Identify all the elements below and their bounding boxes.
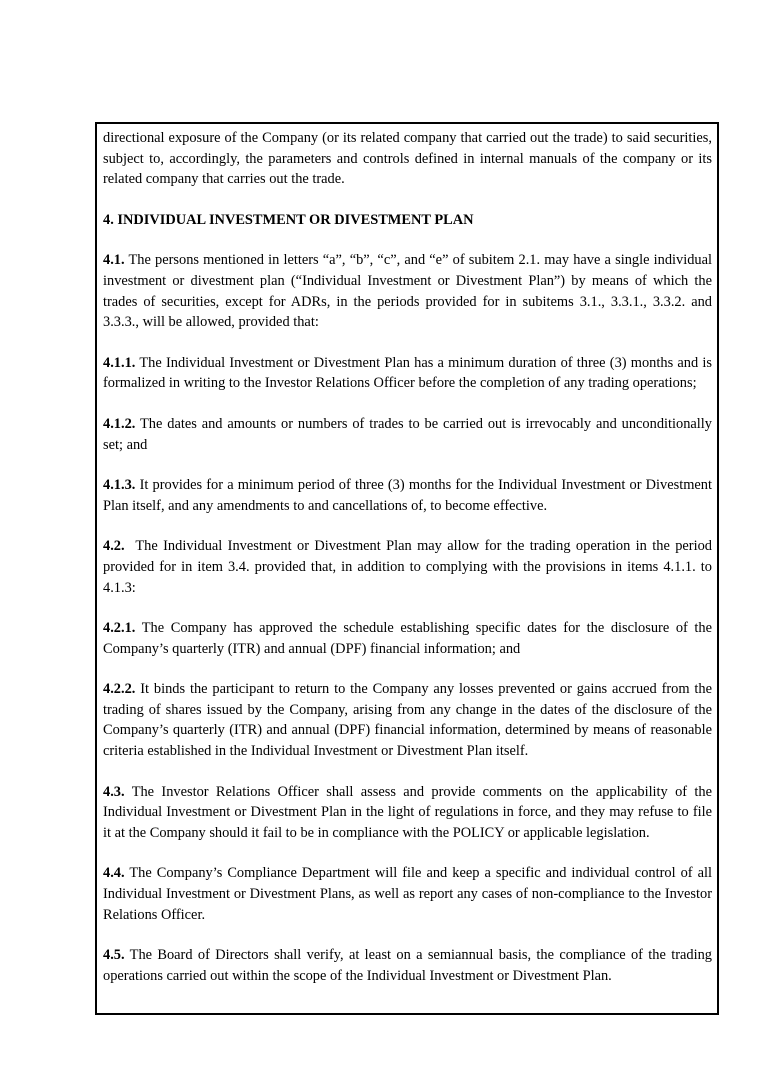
clause-4-5 — [103, 945, 712, 986]
clause-4-2-2 — [103, 679, 712, 761]
clause-number: 4.1.2. — [103, 415, 136, 432]
clause-number: 4.1. — [103, 252, 125, 269]
clause-text: The Individual Investment or Divestment Plan has a minimum duration of three (3) months and is formalized in writing to the Investor Relations Officer before the completion of any trading operations; — [103, 354, 713, 392]
clause-number: 4.2.2. — [103, 681, 136, 698]
clause-4-3 — [103, 782, 712, 844]
clause-number: 4.4. — [103, 865, 125, 882]
clause-text: The Individual Investment or Divestment Plan may allow for the trading operation in the period provided for in item 3.4. provided that, in addition to complying with the provisions in items 4.1.1. to 4.1.3: — [103, 538, 712, 596]
clause-4-2-1 — [103, 618, 712, 659]
clause-number: 4.2.1. — [103, 620, 136, 637]
clause-text: The Company’s Compliance Department will file and keep a specific and individual control of all Individual Investment or Divestment Plans, as well as report any cases of non-compliance to the Investor Relations Officer. — [103, 865, 712, 923]
clause-4-1-2 — [103, 414, 712, 455]
intro-paragraph: directional exposure of the Company (or its related company that carried out the trade) to said securities, subject to, accordingly, the parameters and controls defined in internal manuals of the company or its related company that carries out the trade. — [103, 130, 712, 188]
clause-4-2 — [103, 536, 712, 598]
clause-text: It provides for a minimum period of three (3) months for the Individual Investment or Divestment Plan itself, and any amendments to and cancellations of, to become effective. — [103, 477, 712, 514]
clause-number: 4.1.3. — [103, 477, 136, 494]
clause-text: The persons mentioned in letters “a”, “b”, “c”, and “e” of subitem 2.1. may have a single individual investment or divestment plan (“Individual Investment or Divestment Plan”) by means of which the trades of securities, except for ADRs, in the periods provided for in subitems 3.1., 3.3.1., 3.3.2. and 3.3.3., will be allowed, provided that: — [103, 252, 712, 331]
clause-text: It binds the participant to return to the Company any losses prevented or gains accrued from the trading of shares issued by the Company, arising from any change in the dates of the disclosure of the Company’s quarterly (ITR) and annual (DPF) financial information, determined by means of reasonable criteria established in the Individual Investment or Divestment Plan itself. — [103, 681, 712, 760]
section-heading: 4. INDIVIDUAL INVESTMENT OR DIVESTMENT PLAN — [103, 211, 474, 228]
clause-text: The Board of Directors shall verify, at least on a semiannual basis, the compliance of the trading operations carried out within the scope of the Individual Investment or Divestment Plan. — [103, 947, 712, 984]
clause-4-1-3 — [103, 475, 712, 516]
bordered-text-box — [95, 122, 719, 1015]
clause-4-1 — [103, 250, 712, 332]
clause-number: 4.1.1. — [103, 354, 136, 371]
clause-number: 4.5. — [103, 947, 125, 964]
clause-4-4 — [103, 863, 712, 925]
clause-4-1-1 — [103, 353, 712, 394]
clause-text: The Investor Relations Officer shall assess and provide comments on the applicability of the Individual Investment or Divestment Plan in the light of regulations in force, and they may refuse to file it at the Company should it fail to be in compliance with the POLICY or applicable legislation. — [103, 783, 713, 841]
clause-text: The dates and amounts or numbers of trades to be carried out is irrevocably and unconditionally set; and — [103, 415, 712, 453]
clause-number: 4.2. — [103, 538, 125, 555]
clause-text: The Company has approved the schedule establishing specific dates for the disclosure of the Company’s quarterly (ITR) and annual (DPF) financial information; and — [103, 620, 712, 657]
clause-number: 4.3. — [103, 783, 125, 800]
